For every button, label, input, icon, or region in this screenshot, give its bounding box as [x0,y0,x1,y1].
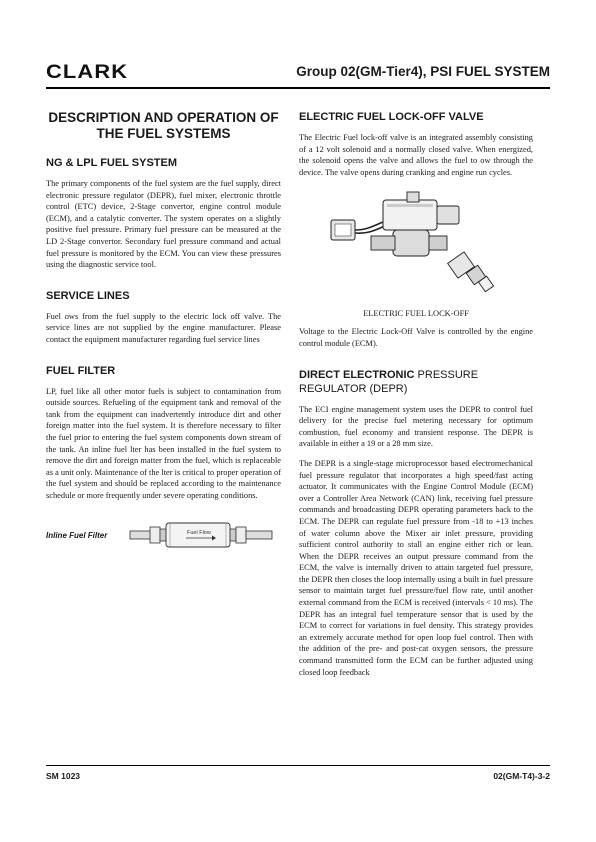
depr-heading [299,368,533,396]
footer-page-number: 02(GM-T4)-3-2 [493,771,550,781]
lockoff-voltage-paragraph: Voltage to the Electric Lock-Off Valve is controlled by the engine control module (ECM). [299,327,533,348]
right-column [299,110,533,686]
page-header [46,60,550,84]
inline-fuel-filter-image [128,515,278,555]
header-title: Group 02(GM-Tier4), PSI FUEL SYSTEM [296,64,550,79]
fuel-filter-heading: FUEL FILTER [46,364,116,377]
left-column [46,110,281,555]
main-title: DESCRIPTION AND OPERATION OF THE FUEL SYSTEMS [48,110,279,141]
inline-filter-figure [46,515,281,555]
footer-rule [46,765,550,766]
fuel-flow-text: Fuel Flow [187,530,211,537]
fuel-filter-paragraph: LP, fuel like all other motor fuels is subject to contamination from outside sources. Refueling of the equipment tank and removal of the tank from the equipment can inadvertently introduce dirt and other foreign matter into the fuel system. It is therefore necessary to filter the fuel prior to entering the fuel system components down stream of the tank. An inline fuel lter has been installed in the fuel system to remove the dirt and foreign matter from the fuel, which is replaceable as a unit only. Maintenance of the lter is critical to proper operation of the fuel system and should be replaced according to the maintenance schedule or more frequently under severe operating conditions. [46,386,281,500]
footer-manual-code: SM 1023 [46,771,81,781]
service-lines-paragraph: Fuel ows from the fuel supply to the electric lock off valve. The service lines are not supplied by the engine manufacturer. Please contact the equipment manufacturer regarding fuel service lines [46,311,281,344]
depr-paragraph-2: The DEPR is a single-stage microprocessor based electromechanical fuel pressure regulator that incorporates a high speed/fast acting actuator. It communicates with the Engine Control Module (ECM) over a Controller Area Network (CAN) link, receiving fuel pressure commands and broadcasting DEPR operating parameters back to the ECM. The DEPR can regulate fuel pressure from -18 to +13 inches of water column above the Mixer air inlet pressure, providing sufficient control authority to stall an engine either rich or lean. When the DEPR receives an output pressure command from the ECM, the valve is internally driven to attain targeted fuel pressure, the DEPR then closes the loop internally using a built in fuel pressure sensor to maintain target fuel pressure/fuel flow rate, until another external command from the ECM is received (intervals < 10 ms). The DEPR has an integral fuel temperature sensor that is used by the ECM to correct for variations in fuel density. This strategy provides an extremely accurate method for open loop fuel control. Then with the addition of the pre- and post-cat oxygen sensors, the pressure command transmitted form the ECM can be further adjusted using closed loop feedback [299,458,533,677]
service-lines-heading: SERVICE LINES [46,289,130,302]
clark-logo: CLARK [46,62,129,83]
lockoff-heading: ELECTRIC FUEL LOCK-OFF VALVE [299,111,484,123]
ng-lpl-heading: NG & LPL FUEL SYSTEM [46,157,177,169]
depr-heading-rest: PRESSURE REGULATOR (DEPR) [299,368,479,395]
lockoff-valve-image [299,186,533,302]
header-rule [46,87,550,89]
ng-lpl-paragraph: The primary components of the fuel system are the fuel supply, direct electronic pressure regulator (DEPR), fuel mixer, electronic throttle control (ETC) device, 2-Stage convertor, engine control module (ECM), and a catalytic converter. The system operates on a slightly positive fuel pressure. Primary fuel pressure can be measured at the LD 2-Stage convertor. Secondary fuel pressure command and actual fuel pressure is monitored by the ECM. You can view these pressures using the diagnostic service tool. [46,179,281,270]
depr-heading-bold: DIRECT ELECTRONIC [299,368,415,381]
inline-filter-label: Inline Fuel Filter [46,530,108,540]
lockoff-paragraph: The Electric Fuel lock-off valve is an integrated assembly consisting of a 12 volt solenoid and a normally closed valve. When energized, the solenoid opens the valve and allows the fuel to ow through the device. The valve opens during cranking and engine run cycles. [299,133,533,177]
depr-paragraph-1: The ECI engine management system uses the DEPR to control fuel delivery for the precise fuel metering necessary for optimum combustion, fuel economy and transient response. The DEPR is available in either a 19 or a 28 mm size. [299,404,533,449]
lockoff-caption: ELECTRIC FUEL LOCK-OFF [363,309,469,319]
